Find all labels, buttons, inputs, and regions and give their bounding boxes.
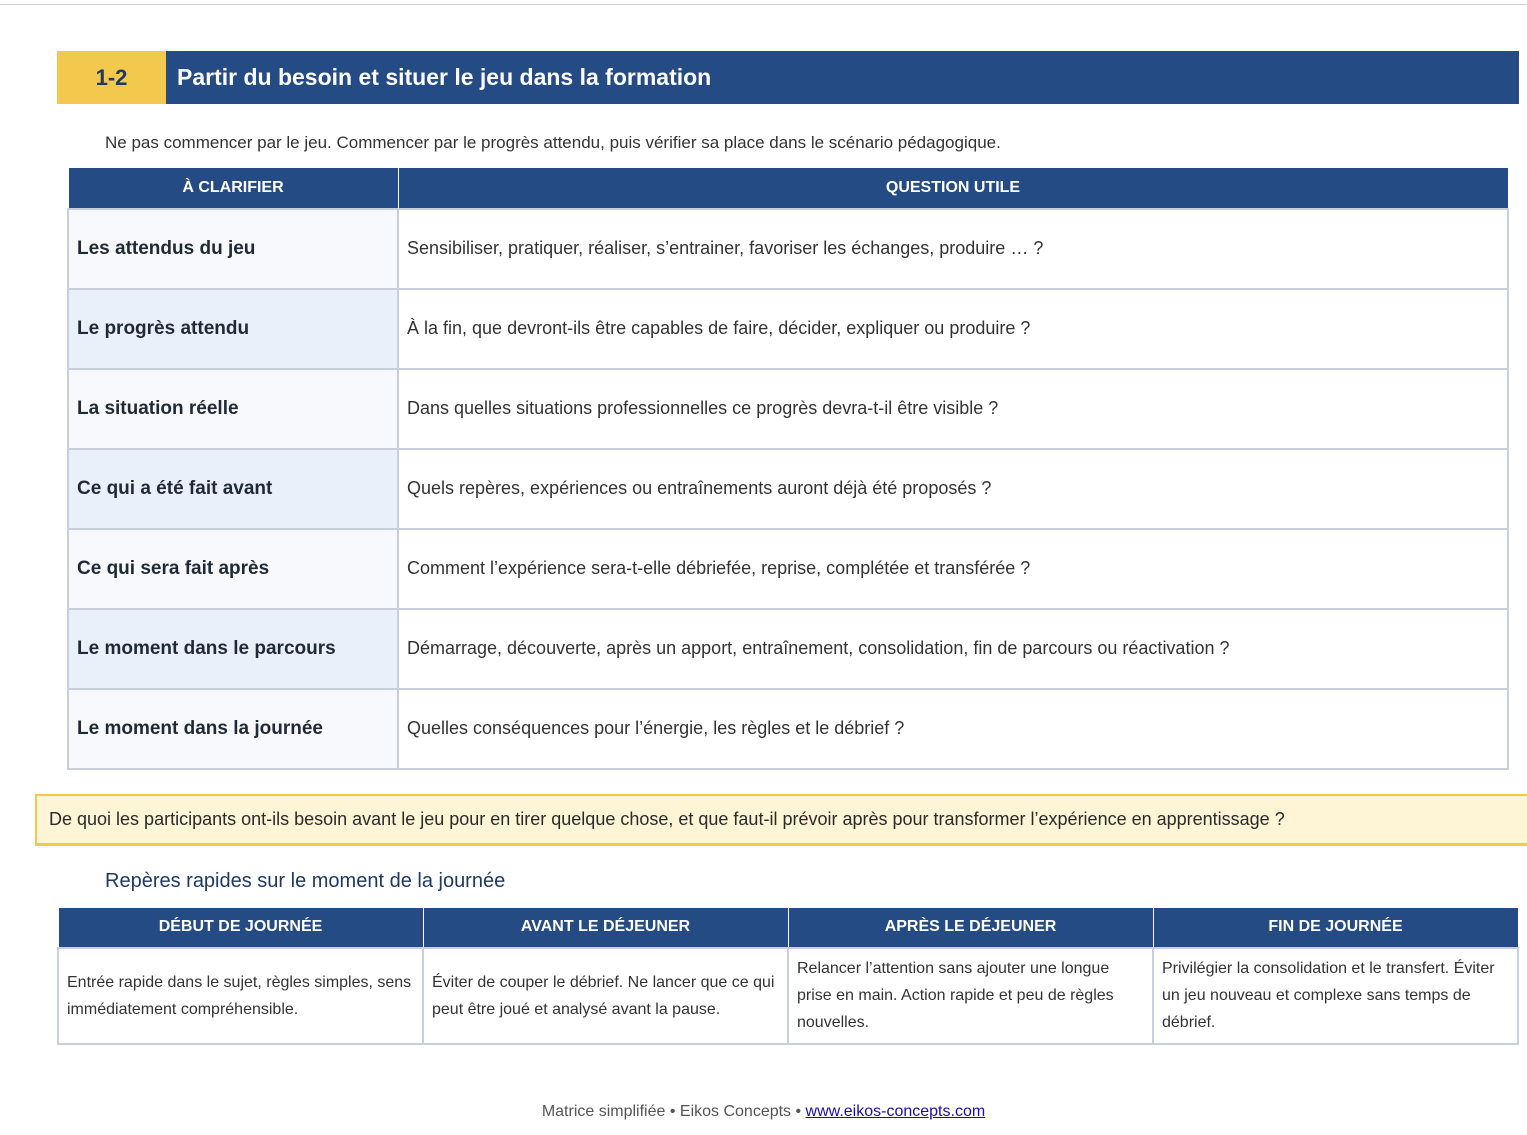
- row-label: Ce qui a été fait avant: [68, 449, 398, 529]
- column-header-after-lunch: APRÈS LE DÉJEUNER: [788, 908, 1153, 948]
- table-row: [68, 369, 1508, 449]
- column-header-clarify: À CLARIFIER: [68, 168, 398, 209]
- row-question: Dans quelles situations professionnelles ce progrès devra-t-il être visible ?: [398, 369, 1508, 449]
- row-label: La situation réelle: [68, 369, 398, 449]
- day-moment-heading: Repères rapides sur le moment de la journée: [105, 870, 506, 892]
- table-row: [68, 609, 1508, 689]
- row-question: Quelles conséquences pour l’énergie, les règles et le débrief ?: [398, 689, 1508, 769]
- row-question: Sensibiliser, pratiquer, réaliser, s’entrainer, favoriser les échanges, produire … ?: [398, 209, 1508, 289]
- table-row: [68, 289, 1508, 369]
- footer-text: Matrice simplifiée • Eikos Concepts •: [541, 1103, 806, 1120]
- cell-morning: Entrée rapide dans le sujet, règles simples, sens immédiatement compréhensible.: [58, 948, 423, 1044]
- row-label: Ce qui sera fait après: [68, 529, 398, 609]
- intro-text: Ne pas commencer par le jeu. Commencer par le progrès attendu, puis vérifier sa place dans le scénario pédagogique.: [105, 133, 1001, 152]
- row-question: Démarrage, découverte, après un apport, entraînement, consolidation, fin de parcours ou réactivation ?: [398, 609, 1508, 689]
- column-header-question: QUESTION UTILE: [398, 168, 1508, 209]
- cell-before-lunch: Éviter de couper le débrief. Ne lancer que ce qui peut être joué et analysé avant la pause.: [423, 948, 788, 1044]
- section-number: 1-2: [57, 51, 166, 104]
- day-table-header: [58, 908, 1518, 948]
- row-label: Les attendus du jeu: [68, 209, 398, 289]
- column-header-before-lunch: AVANT LE DÉJEUNER: [423, 908, 788, 948]
- row-question: À la fin, que devront-ils être capables de faire, décider, expliquer ou produire ?: [398, 289, 1508, 369]
- table-row: [68, 689, 1508, 769]
- row-label: Le moment dans la journée: [68, 689, 398, 769]
- clarify-table-header: [68, 168, 1508, 209]
- day-moment-table: [57, 907, 1519, 1045]
- column-header-morning: DÉBUT DE JOURNÉE: [58, 908, 423, 948]
- section-header: [57, 51, 1519, 104]
- section-title: Partir du besoin et situer le jeu dans la formation: [166, 51, 1519, 104]
- row-question: Quels repères, expériences ou entraînements auront déjà été proposés ?: [398, 449, 1508, 529]
- row-label: Le progrès attendu: [68, 289, 398, 369]
- row-label: Le moment dans le parcours: [68, 609, 398, 689]
- table-row: [68, 449, 1508, 529]
- website-link[interactable]: www.eikos-concepts.com: [805, 1103, 986, 1120]
- table-row: [68, 209, 1508, 289]
- clarify-table: [67, 167, 1509, 770]
- top-divider: [0, 4, 1527, 5]
- footer: [0, 1103, 1527, 1121]
- row-question: Comment l’expérience sera-t-elle débriefée, reprise, complétée et transférée ?: [398, 529, 1508, 609]
- column-header-end-of-day: FIN DE JOURNÉE: [1153, 908, 1518, 948]
- table-row: [68, 529, 1508, 609]
- cell-end-of-day: Privilégier la consolidation et le transfert. Éviter un jeu nouveau et complexe sans temps de débrief.: [1153, 948, 1518, 1044]
- cell-after-lunch: Relancer l’attention sans ajouter une longue prise en main. Action rapide et peu de règles nouvelles.: [788, 948, 1153, 1044]
- key-question-callout: De quoi les participants ont-ils besoin avant le jeu pour en tirer quelque chose, et que faut-il prévoir après pour transformer l’expérience en apprentissage ?: [35, 794, 1527, 846]
- table-row: [58, 948, 1518, 1044]
